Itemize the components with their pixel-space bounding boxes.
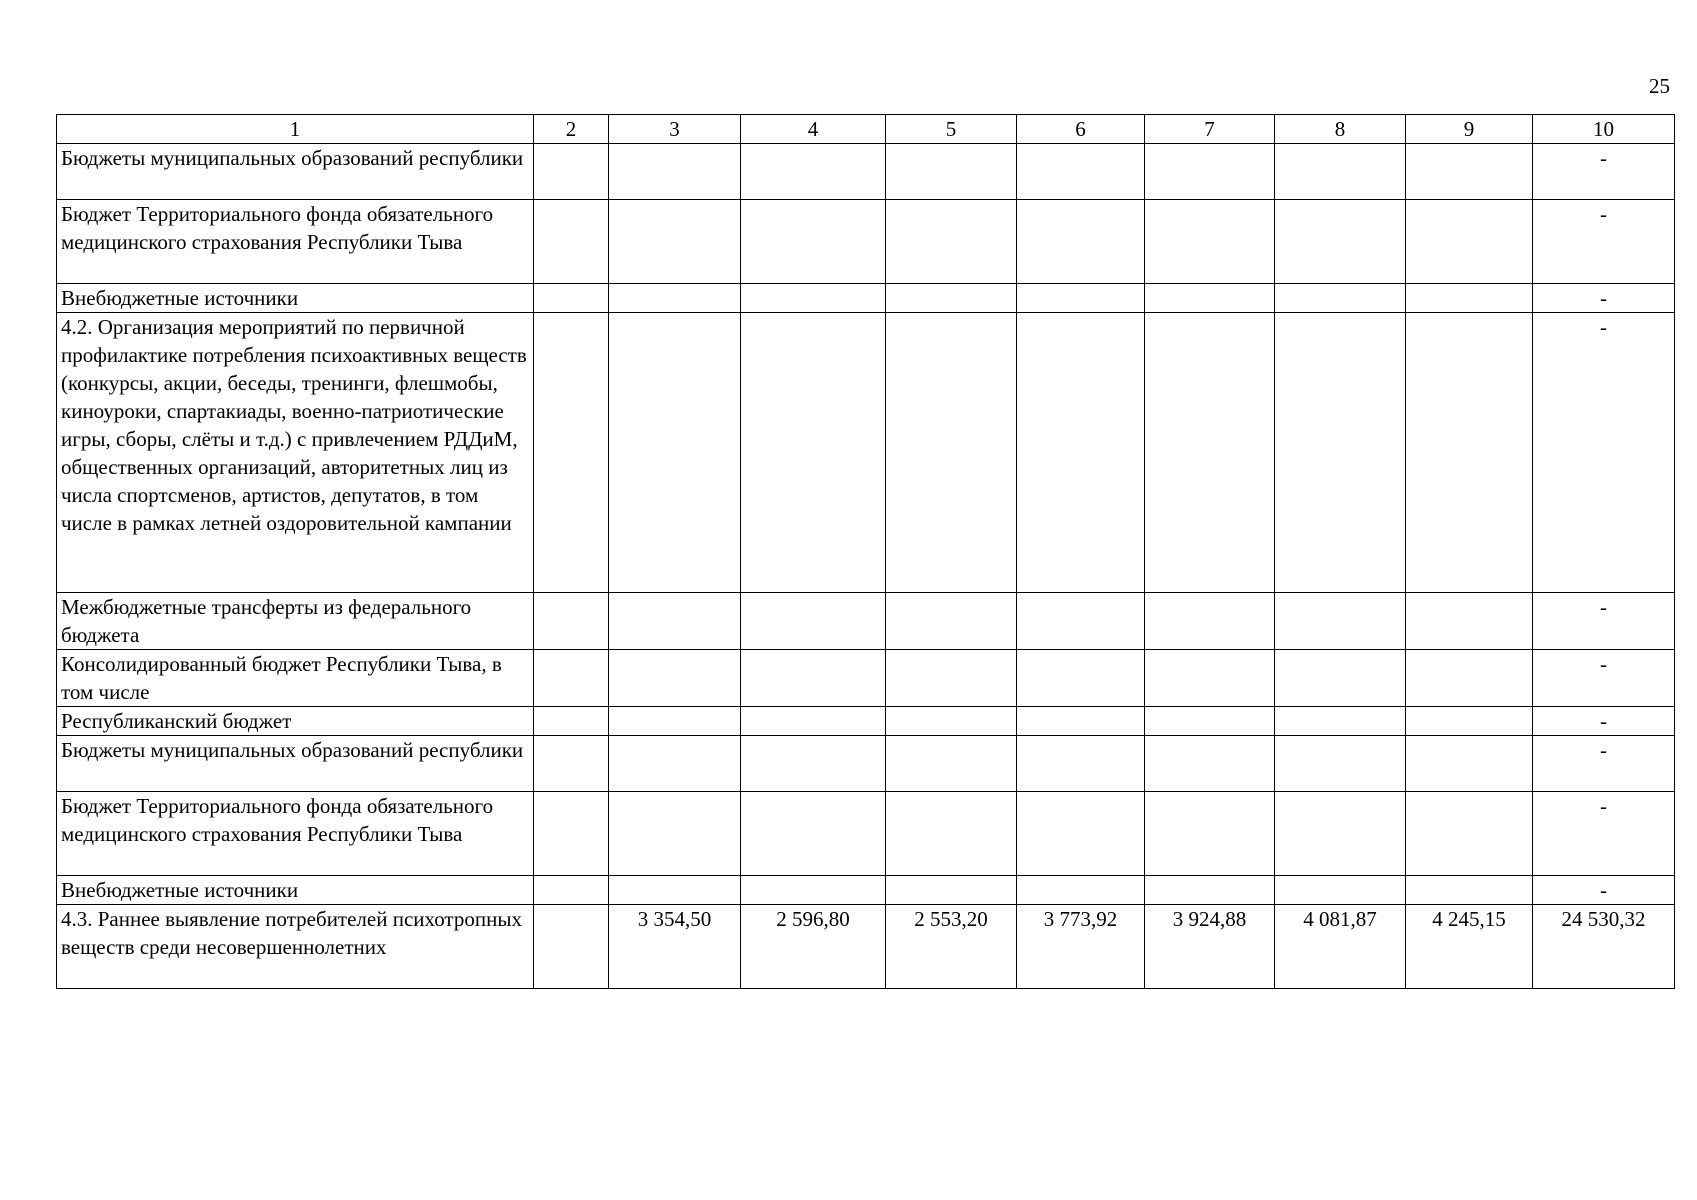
table-cell (741, 876, 886, 905)
table-cell (741, 313, 886, 593)
row-label: Бюджеты муниципальных образований республики (57, 736, 534, 792)
table-cell (534, 284, 609, 313)
table-cell (609, 313, 741, 593)
table-cell (609, 593, 741, 650)
header-cell: 7 (1145, 115, 1275, 144)
table-cell-total: - (1533, 707, 1675, 736)
table-cell (1145, 876, 1275, 905)
table-cell (1145, 200, 1275, 284)
table-cell (534, 876, 609, 905)
table-row (57, 792, 1675, 876)
table-cell-total: - (1533, 313, 1675, 593)
table-cell: 2 596,80 (741, 905, 886, 989)
table-cell-total: - (1533, 144, 1675, 200)
header-cell: 10 (1533, 115, 1675, 144)
table-cell (609, 792, 741, 876)
table-cell: 4 245,15 (1406, 905, 1533, 989)
table-row (57, 650, 1675, 707)
table-cell (1145, 736, 1275, 792)
table-cell (886, 144, 1017, 200)
table-cell (886, 200, 1017, 284)
table-cell (609, 876, 741, 905)
table-row (57, 144, 1675, 200)
table-cell (534, 905, 609, 989)
table-cell (1017, 593, 1145, 650)
table-cell (1275, 144, 1406, 200)
table-cell (1406, 650, 1533, 707)
table-row (57, 313, 1675, 593)
table-cell (534, 200, 609, 284)
table-cell (1406, 313, 1533, 593)
table-cell: 4 081,87 (1275, 905, 1406, 989)
table-cell (1017, 792, 1145, 876)
table-cell-total: - (1533, 792, 1675, 876)
table-row (57, 593, 1675, 650)
table-cell (886, 313, 1017, 593)
table-cell-total: - (1533, 200, 1675, 284)
table-cell (609, 284, 741, 313)
table-cell (1145, 313, 1275, 593)
table-cell (1145, 284, 1275, 313)
table-cell (1275, 650, 1406, 707)
table-cell (741, 707, 886, 736)
table-cell (1406, 284, 1533, 313)
table-row (57, 905, 1675, 989)
row-label: Бюджет Территориального фонда обязательного медицинского страхования Республики Тыва (57, 200, 534, 284)
table-row (57, 876, 1675, 905)
table-cell (741, 650, 886, 707)
header-cell: 3 (609, 115, 741, 144)
table-cell (1275, 284, 1406, 313)
header-cell: 5 (886, 115, 1017, 144)
table-cell (1275, 792, 1406, 876)
table-cell (1017, 876, 1145, 905)
table-cell (534, 792, 609, 876)
table-cell (741, 593, 886, 650)
table-cell-total: - (1533, 876, 1675, 905)
table-cell (1017, 200, 1145, 284)
table-cell (534, 707, 609, 736)
table-cell (741, 736, 886, 792)
header-cell: 8 (1275, 115, 1406, 144)
header-row (57, 115, 1675, 144)
table-cell-total: - (1533, 650, 1675, 707)
table-cell (1017, 650, 1145, 707)
header-cell: 2 (534, 115, 609, 144)
row-label: Внебюджетные источники (57, 284, 534, 313)
table-cell (1406, 200, 1533, 284)
table-cell (1406, 736, 1533, 792)
table-cell (1145, 792, 1275, 876)
table-cell (534, 736, 609, 792)
table-cell (886, 792, 1017, 876)
table-cell: 3 924,88 (1145, 905, 1275, 989)
table-cell (1017, 736, 1145, 792)
table-cell (1406, 144, 1533, 200)
table-cell (886, 284, 1017, 313)
table-cell (741, 144, 886, 200)
table-cell (741, 792, 886, 876)
table-cell (1145, 593, 1275, 650)
row-label: Бюджет Территориального фонда обязательного медицинского страхования Республики Тыва (57, 792, 534, 876)
budget-table (56, 114, 1675, 989)
table-row (57, 284, 1675, 313)
table-cell-total: - (1533, 284, 1675, 313)
table-cell (1017, 707, 1145, 736)
table-cell (534, 650, 609, 707)
table-cell (609, 144, 741, 200)
table-cell (1406, 876, 1533, 905)
header-cell: 6 (1017, 115, 1145, 144)
table-cell (1275, 876, 1406, 905)
page-number: 25 (1649, 74, 1670, 98)
row-label: Республиканский бюджет (57, 707, 534, 736)
table-cell (1145, 707, 1275, 736)
table-cell (1017, 284, 1145, 313)
table-cell (534, 313, 609, 593)
table-cell (1275, 200, 1406, 284)
table-cell (1275, 736, 1406, 792)
table-cell-total: 24 530,32 (1533, 905, 1675, 989)
header-cell: 9 (1406, 115, 1533, 144)
table-cell (609, 200, 741, 284)
row-label: Консолидированный бюджет Республики Тыва, в том числе (57, 650, 534, 707)
table-row (57, 736, 1675, 792)
table-cell (1017, 313, 1145, 593)
row-label: 4.2. Организация мероприятий по первичной профилактике потребления психоактивных веществ (конкурсы, акции, беседы, тренинги, флешмобы, киноуроки, спартакиады, военно-патриотические игры, сборы, слёты и т.д.) с привлечением РДДиМ, общественных организаций, авторитетных лиц из числа спортсменов, артистов, депутатов, в том числе в рамках летней оздоровительной кампании (57, 313, 534, 593)
table-cell (741, 284, 886, 313)
table-cell (1406, 707, 1533, 736)
table-cell (1406, 792, 1533, 876)
table-cell (609, 707, 741, 736)
row-label: Бюджеты муниципальных образований республики (57, 144, 534, 200)
header-cell: 4 (741, 115, 886, 144)
table-cell (886, 593, 1017, 650)
table-cell (886, 876, 1017, 905)
table-cell: 3 773,92 (1017, 905, 1145, 989)
table-cell (609, 650, 741, 707)
table-cell (1275, 707, 1406, 736)
table-cell-total: - (1533, 736, 1675, 792)
table-cell (1275, 313, 1406, 593)
table-row (57, 707, 1675, 736)
table-cell (1145, 650, 1275, 707)
table-cell-total: - (1533, 593, 1675, 650)
table-cell: 3 354,50 (609, 905, 741, 989)
table-cell (1275, 593, 1406, 650)
table-cell (1145, 144, 1275, 200)
header-cell: 1 (57, 115, 534, 144)
table-cell (1406, 593, 1533, 650)
table-cell (886, 650, 1017, 707)
table-cell: 2 553,20 (886, 905, 1017, 989)
table-cell (741, 200, 886, 284)
table-row (57, 200, 1675, 284)
table-cell (1017, 144, 1145, 200)
table-cell (534, 593, 609, 650)
row-label: 4.3. Раннее выявление потребителей психотропных веществ среди несовершеннолетних (57, 905, 534, 989)
row-label: Внебюджетные источники (57, 876, 534, 905)
table-cell (609, 736, 741, 792)
row-label: Межбюджетные трансферты из федерального бюджета (57, 593, 534, 650)
table-cell (886, 707, 1017, 736)
table-cell (886, 736, 1017, 792)
table-cell (534, 144, 609, 200)
